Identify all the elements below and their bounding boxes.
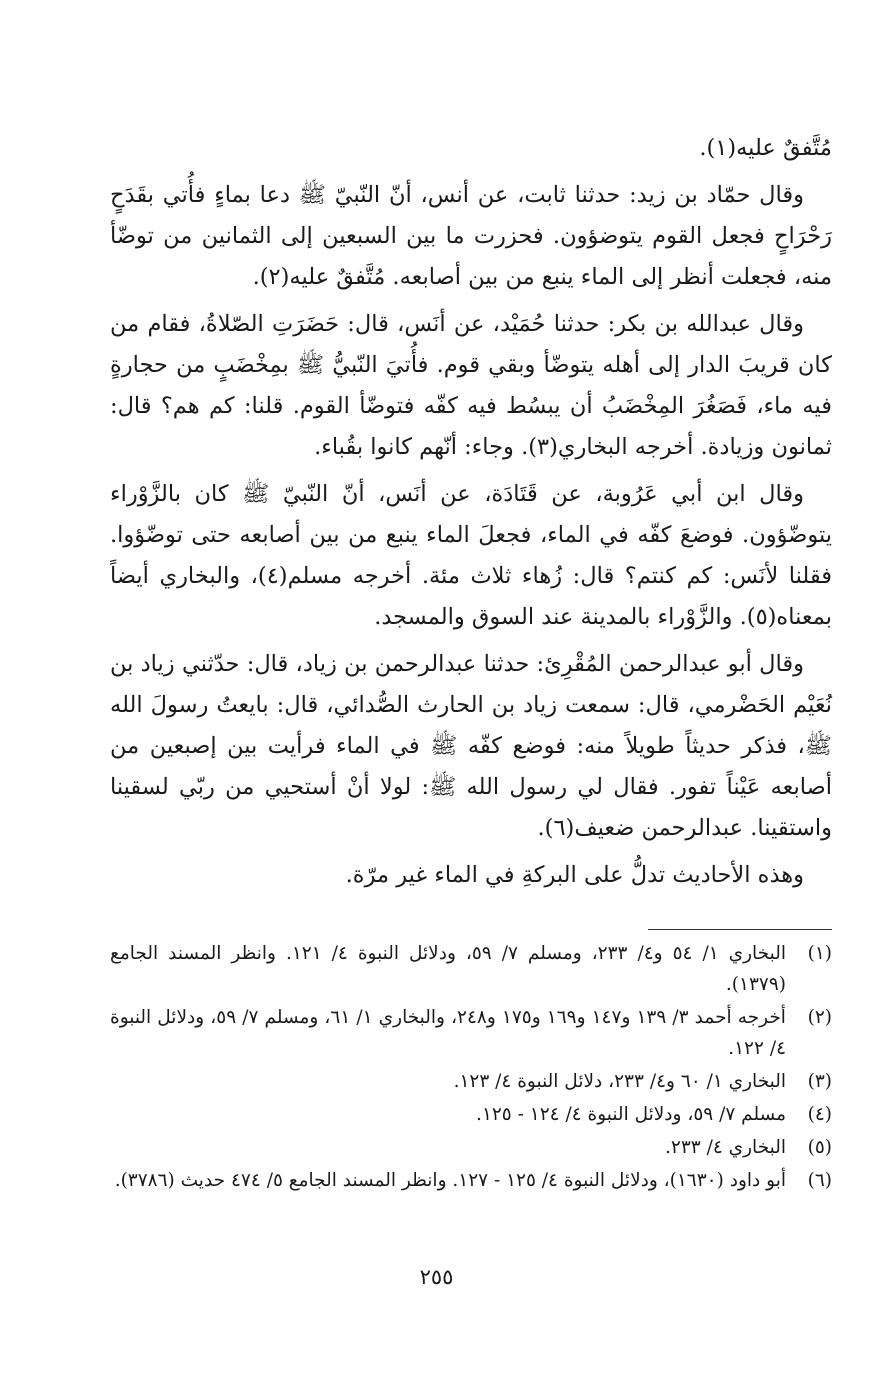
main-text [110,128,832,902]
footnotes [110,938,832,1198]
footnote [110,1132,832,1163]
footnote-separator [648,929,832,930]
paragraph: وقال عبدالله بن بكر: حدثنا حُمَيْد، عن أنَس، قال: حَضَرَتِ الصّلاةُ، فقام من كان قريبَ الدار إلى أهله يتوضّأ وبقي قوم. فأُتيَ النّبيُّ ﷺ بمِخْضَبٍ من حجارةٍ فيه ماء، فَصَغُرَ المِخْضَبُ أن يبسُط فيه كفّه فتوضّأ القوم. قلنا: كم هم؟ قال: ثمانون وزيادة. أخرجه البخاري(٣). وجاء: أنّهم كانوا بقُباء. [110,311,832,460]
footnote-number: (٤) [807,1104,832,1125]
footnote-text: البخاري ١/ ٥٤ و٤/ ٢٣٣، ومسلم ٧/ ٥٩، ودلائل النبوة ٤/ ١٢١. وانظر المسند الجامع (١٣٧٩). [110,943,786,995]
footnote-text: مسلم ٧/ ٥٩، ودلائل النبوة ٤/ ١٢٤ - ١٢٥. [476,1104,786,1125]
page-number: ٢٥٥ [419,1265,454,1289]
footnote-number: (٣) [807,1071,832,1092]
footnote [110,1066,832,1097]
footnote-number: (٢) [807,1007,832,1028]
paragraph: وقال حمّاد بن زيد: حدثنا ثابت، عن أنس، أنّ النّبيّ ﷺ دعا بماءٍ فأُتي بقَدَحٍ رَحْرَاحٍ فجعل القوم يتوضؤون. فحزرت ما بين السبعين إلى الثمانين من توضّأ منه، فجعلت أنظر إلى الماء ينبع من بين أصابعه. مُتَّفقٌ عليه(٢). [110,182,832,290]
footnote-text: البخاري ٤/ ٢٣٣. [665,1137,786,1158]
paragraph: وقال أبو عبدالرحمن المُقْرِئ: حدثنا عبدالرحمن بن زياد، قال: حدّثني زياد بن نُعَيْم الحَضْرمي، قال: سمعت زياد بن الحارث الصُّدائي، قال: بايعتُ رسولَ الله ﷺ، فذكر حديثاً طويلاً منه: فوضع كفّه ﷺ في الماء فرأيت بين إصبعين من أصابعه عَيْناً تفور. فقال لي رسول الله ﷺ: لولا أنْ أستحيي من ربّي لسقينا واستقينا. عبدالرحمن ضعيف(٦). [110,651,832,841]
footnote-text: أخرجه أحمد ٣/ ١٣٩ و١٤٧ و١٦٩ و١٧٥ و٢٤٨، والبخاري ١/ ٦١، ومسلم ٧/ ٥٩، ودلائل النبوة ٤/ ١٢٢. [110,1007,786,1059]
footnote-number: (٦) [807,1170,832,1191]
paragraph: مُتَّفقٌ عليه(١). [699,135,832,161]
footnote [110,938,832,1000]
footnote [110,1002,832,1064]
paragraph: وقال ابن أبي عَرُوبة، عن قَتَادَة، عن أنَس، أنّ النّبيّ ﷺ كان بالزَّوْراء يتوضّؤون. فوضعَ كفّه في الماء، فجعلَ الماء ينبع من بين أصابعه حتى توضّؤوا. فقلنا لأنَس: كم كنتم؟ قال: زُهاء ثلاث مئة. أخرجه مسلم(٤)، والبخاري أيضاً بمعناه(٥). والزَّوْراء بالمدينة عند السوق والمسجد. [110,481,833,630]
paragraph: وهذه الأحاديث تدلُّ على البركةِ في الماء غير مرّة. [345,862,804,888]
footnote-text: البخاري ١/ ٦٠ و٤/ ٢٣٣، دلائل النبوة ٤/ ١٢٣. [453,1071,786,1092]
footnote-number: (١) [807,943,832,964]
footnote [110,1165,832,1196]
footnote-number: (٥) [807,1137,832,1158]
footnote [110,1099,832,1130]
footnote-text: أبو داود (١٦٣٠)، ودلائل النبوة ٤/ ١٢٥ - ١٢٧. وانظر المسند الجامع ٥/ ٤٧٤ حديث (٣٧٨٦). [114,1170,786,1191]
